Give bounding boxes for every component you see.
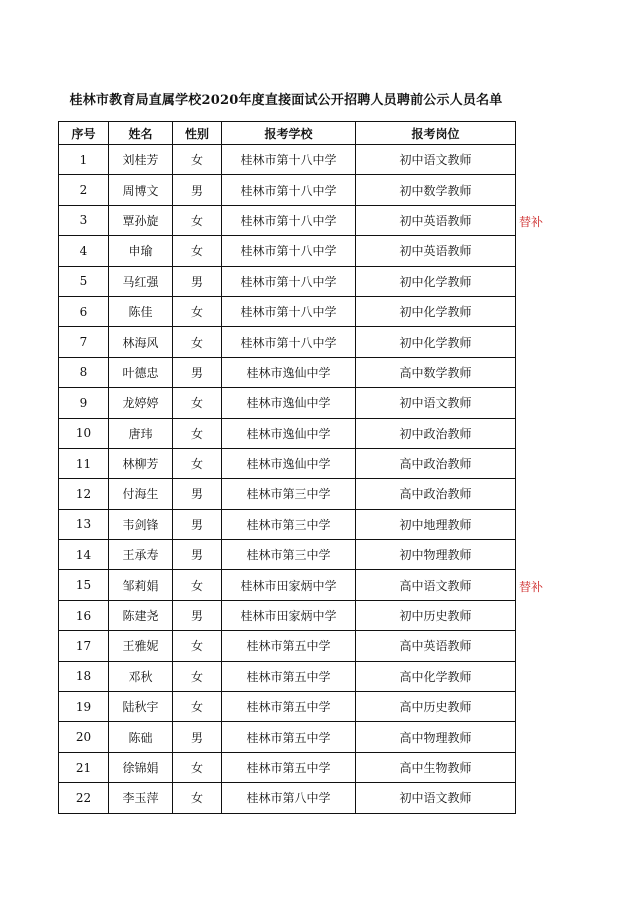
cell-no: 11 bbox=[59, 448, 109, 478]
cell-post: 高中英语教师 bbox=[356, 631, 516, 661]
document-title: 桂林市教育局直属学校2020年度直接面试公开招聘人员聘前公示人员名单 bbox=[69, 93, 503, 108]
cell-school: 桂林市第五中学 bbox=[222, 722, 356, 752]
cell-no: 10 bbox=[59, 418, 109, 448]
cell-school: 桂林市第十八中学 bbox=[222, 175, 356, 205]
cell-post: 高中数学教师 bbox=[356, 357, 516, 387]
cell-gender: 男 bbox=[173, 266, 222, 296]
cell-name: 周博文 bbox=[109, 175, 173, 205]
cell-gender: 女 bbox=[173, 236, 222, 266]
cell-school: 桂林市第十八中学 bbox=[222, 296, 356, 326]
cell-post: 高中物理教师 bbox=[356, 722, 516, 752]
table-row bbox=[59, 327, 516, 357]
header-school: 报考学校 bbox=[222, 122, 356, 145]
cell-name: 韦剑锋 bbox=[109, 509, 173, 539]
cell-school: 桂林市第五中学 bbox=[222, 631, 356, 661]
cell-gender: 女 bbox=[173, 145, 222, 175]
cell-name: 龙婷婷 bbox=[109, 388, 173, 418]
table-row bbox=[59, 145, 516, 175]
table-row bbox=[59, 236, 516, 266]
table-row bbox=[59, 570, 516, 600]
cell-post: 高中历史教师 bbox=[356, 692, 516, 722]
table-row bbox=[59, 388, 516, 418]
table-row bbox=[59, 631, 516, 661]
cell-post: 初中英语教师 bbox=[356, 205, 516, 235]
cell-no: 2 bbox=[59, 175, 109, 205]
cell-name: 马红强 bbox=[109, 266, 173, 296]
table-row bbox=[59, 175, 516, 205]
header-post: 报考岗位 bbox=[356, 122, 516, 145]
cell-gender: 女 bbox=[173, 296, 222, 326]
cell-post: 初中语文教师 bbox=[356, 145, 516, 175]
header-name: 姓名 bbox=[109, 122, 173, 145]
cell-no: 6 bbox=[59, 296, 109, 326]
cell-no: 19 bbox=[59, 692, 109, 722]
table-row bbox=[59, 357, 516, 387]
cell-name: 王雅妮 bbox=[109, 631, 173, 661]
table-row bbox=[59, 296, 516, 326]
table-row bbox=[59, 722, 516, 752]
cell-no: 17 bbox=[59, 631, 109, 661]
cell-gender: 女 bbox=[173, 692, 222, 722]
cell-post: 初中化学教师 bbox=[356, 327, 516, 357]
cell-gender: 男 bbox=[173, 479, 222, 509]
cell-gender: 女 bbox=[173, 752, 222, 782]
cell-school: 桂林市田家炳中学 bbox=[222, 600, 356, 630]
cell-no: 7 bbox=[59, 327, 109, 357]
cell-post: 初中化学教师 bbox=[356, 296, 516, 326]
cell-no: 1 bbox=[59, 145, 109, 175]
cell-post: 初中英语教师 bbox=[356, 236, 516, 266]
cell-no: 4 bbox=[59, 236, 109, 266]
cell-gender: 男 bbox=[173, 600, 222, 630]
cell-post: 初中物理教师 bbox=[356, 540, 516, 570]
cell-no: 3 bbox=[59, 205, 109, 235]
cell-name: 刘桂芳 bbox=[109, 145, 173, 175]
table-row bbox=[59, 661, 516, 691]
cell-school: 桂林市第十八中学 bbox=[222, 266, 356, 296]
cell-name: 申瑜 bbox=[109, 236, 173, 266]
cell-gender: 女 bbox=[173, 205, 222, 235]
table-row bbox=[59, 692, 516, 722]
table-row bbox=[59, 783, 516, 813]
cell-name: 陈佳 bbox=[109, 296, 173, 326]
cell-name: 邹莉娟 bbox=[109, 570, 173, 600]
cell-school: 桂林市第三中学 bbox=[222, 479, 356, 509]
cell-no: 21 bbox=[59, 752, 109, 782]
cell-post: 初中政治教师 bbox=[356, 418, 516, 448]
cell-post: 初中数学教师 bbox=[356, 175, 516, 205]
cell-gender: 男 bbox=[173, 722, 222, 752]
cell-name: 陈础 bbox=[109, 722, 173, 752]
substitute-note: 替补 bbox=[519, 215, 544, 230]
cell-post: 高中政治教师 bbox=[356, 479, 516, 509]
cell-school: 桂林市第五中学 bbox=[222, 752, 356, 782]
cell-school: 桂林市第三中学 bbox=[222, 540, 356, 570]
cell-no: 20 bbox=[59, 722, 109, 752]
cell-name: 邓秋 bbox=[109, 661, 173, 691]
cell-post: 高中生物教师 bbox=[356, 752, 516, 782]
roster-table bbox=[58, 121, 516, 814]
cell-name: 唐玮 bbox=[109, 418, 173, 448]
cell-name: 陆秋宇 bbox=[109, 692, 173, 722]
cell-no: 9 bbox=[59, 388, 109, 418]
cell-name: 徐锦娟 bbox=[109, 752, 173, 782]
table-row bbox=[59, 752, 516, 782]
cell-school: 桂林市第十八中学 bbox=[222, 236, 356, 266]
cell-post: 初中历史教师 bbox=[356, 600, 516, 630]
cell-name: 林柳芳 bbox=[109, 448, 173, 478]
roster-body bbox=[59, 145, 516, 814]
substitute-note: 替补 bbox=[519, 580, 544, 595]
cell-school: 桂林市第五中学 bbox=[222, 661, 356, 691]
cell-post: 高中政治教师 bbox=[356, 448, 516, 478]
cell-name: 李玉萍 bbox=[109, 783, 173, 813]
table-row bbox=[59, 540, 516, 570]
cell-no: 16 bbox=[59, 600, 109, 630]
cell-post: 高中语文教师 bbox=[356, 570, 516, 600]
cell-post: 初中地理教师 bbox=[356, 509, 516, 539]
cell-no: 22 bbox=[59, 783, 109, 813]
cell-post: 初中化学教师 bbox=[356, 266, 516, 296]
cell-gender: 女 bbox=[173, 388, 222, 418]
cell-gender: 男 bbox=[173, 540, 222, 570]
cell-name: 叶德忠 bbox=[109, 357, 173, 387]
cell-school: 桂林市第十八中学 bbox=[222, 327, 356, 357]
cell-name: 林海风 bbox=[109, 327, 173, 357]
table-row bbox=[59, 509, 516, 539]
header-row bbox=[59, 122, 516, 145]
cell-no: 14 bbox=[59, 540, 109, 570]
cell-post: 高中化学教师 bbox=[356, 661, 516, 691]
table-row bbox=[59, 448, 516, 478]
cell-no: 12 bbox=[59, 479, 109, 509]
cell-gender: 女 bbox=[173, 661, 222, 691]
cell-post: 初中语文教师 bbox=[356, 388, 516, 418]
table-row bbox=[59, 600, 516, 630]
cell-school: 桂林市第五中学 bbox=[222, 692, 356, 722]
cell-name: 王承寿 bbox=[109, 540, 173, 570]
cell-no: 8 bbox=[59, 357, 109, 387]
header-gender: 性别 bbox=[173, 122, 222, 145]
cell-no: 18 bbox=[59, 661, 109, 691]
cell-name: 陈建尧 bbox=[109, 600, 173, 630]
cell-gender: 男 bbox=[173, 357, 222, 387]
cell-school: 桂林市第八中学 bbox=[222, 783, 356, 813]
cell-no: 15 bbox=[59, 570, 109, 600]
cell-school: 桂林市第十八中学 bbox=[222, 145, 356, 175]
cell-school: 桂林市逸仙中学 bbox=[222, 357, 356, 387]
cell-gender: 女 bbox=[173, 327, 222, 357]
cell-name: 覃孙旋 bbox=[109, 205, 173, 235]
table-row bbox=[59, 479, 516, 509]
cell-school: 桂林市第十八中学 bbox=[222, 205, 356, 235]
cell-school: 桂林市逸仙中学 bbox=[222, 418, 356, 448]
table-row bbox=[59, 266, 516, 296]
cell-gender: 女 bbox=[173, 631, 222, 661]
cell-no: 13 bbox=[59, 509, 109, 539]
cell-school: 桂林市逸仙中学 bbox=[222, 388, 356, 418]
table-row bbox=[59, 205, 516, 235]
cell-school: 桂林市田家炳中学 bbox=[222, 570, 356, 600]
cell-school: 桂林市逸仙中学 bbox=[222, 448, 356, 478]
cell-gender: 女 bbox=[173, 418, 222, 448]
cell-gender: 女 bbox=[173, 448, 222, 478]
cell-gender: 女 bbox=[173, 570, 222, 600]
cell-no: 5 bbox=[59, 266, 109, 296]
cell-gender: 男 bbox=[173, 509, 222, 539]
cell-name: 付海生 bbox=[109, 479, 173, 509]
cell-gender: 女 bbox=[173, 783, 222, 813]
table-row bbox=[59, 418, 516, 448]
cell-school: 桂林市第三中学 bbox=[222, 509, 356, 539]
header-no: 序号 bbox=[59, 122, 109, 145]
cell-post: 初中语文教师 bbox=[356, 783, 516, 813]
cell-gender: 男 bbox=[173, 175, 222, 205]
